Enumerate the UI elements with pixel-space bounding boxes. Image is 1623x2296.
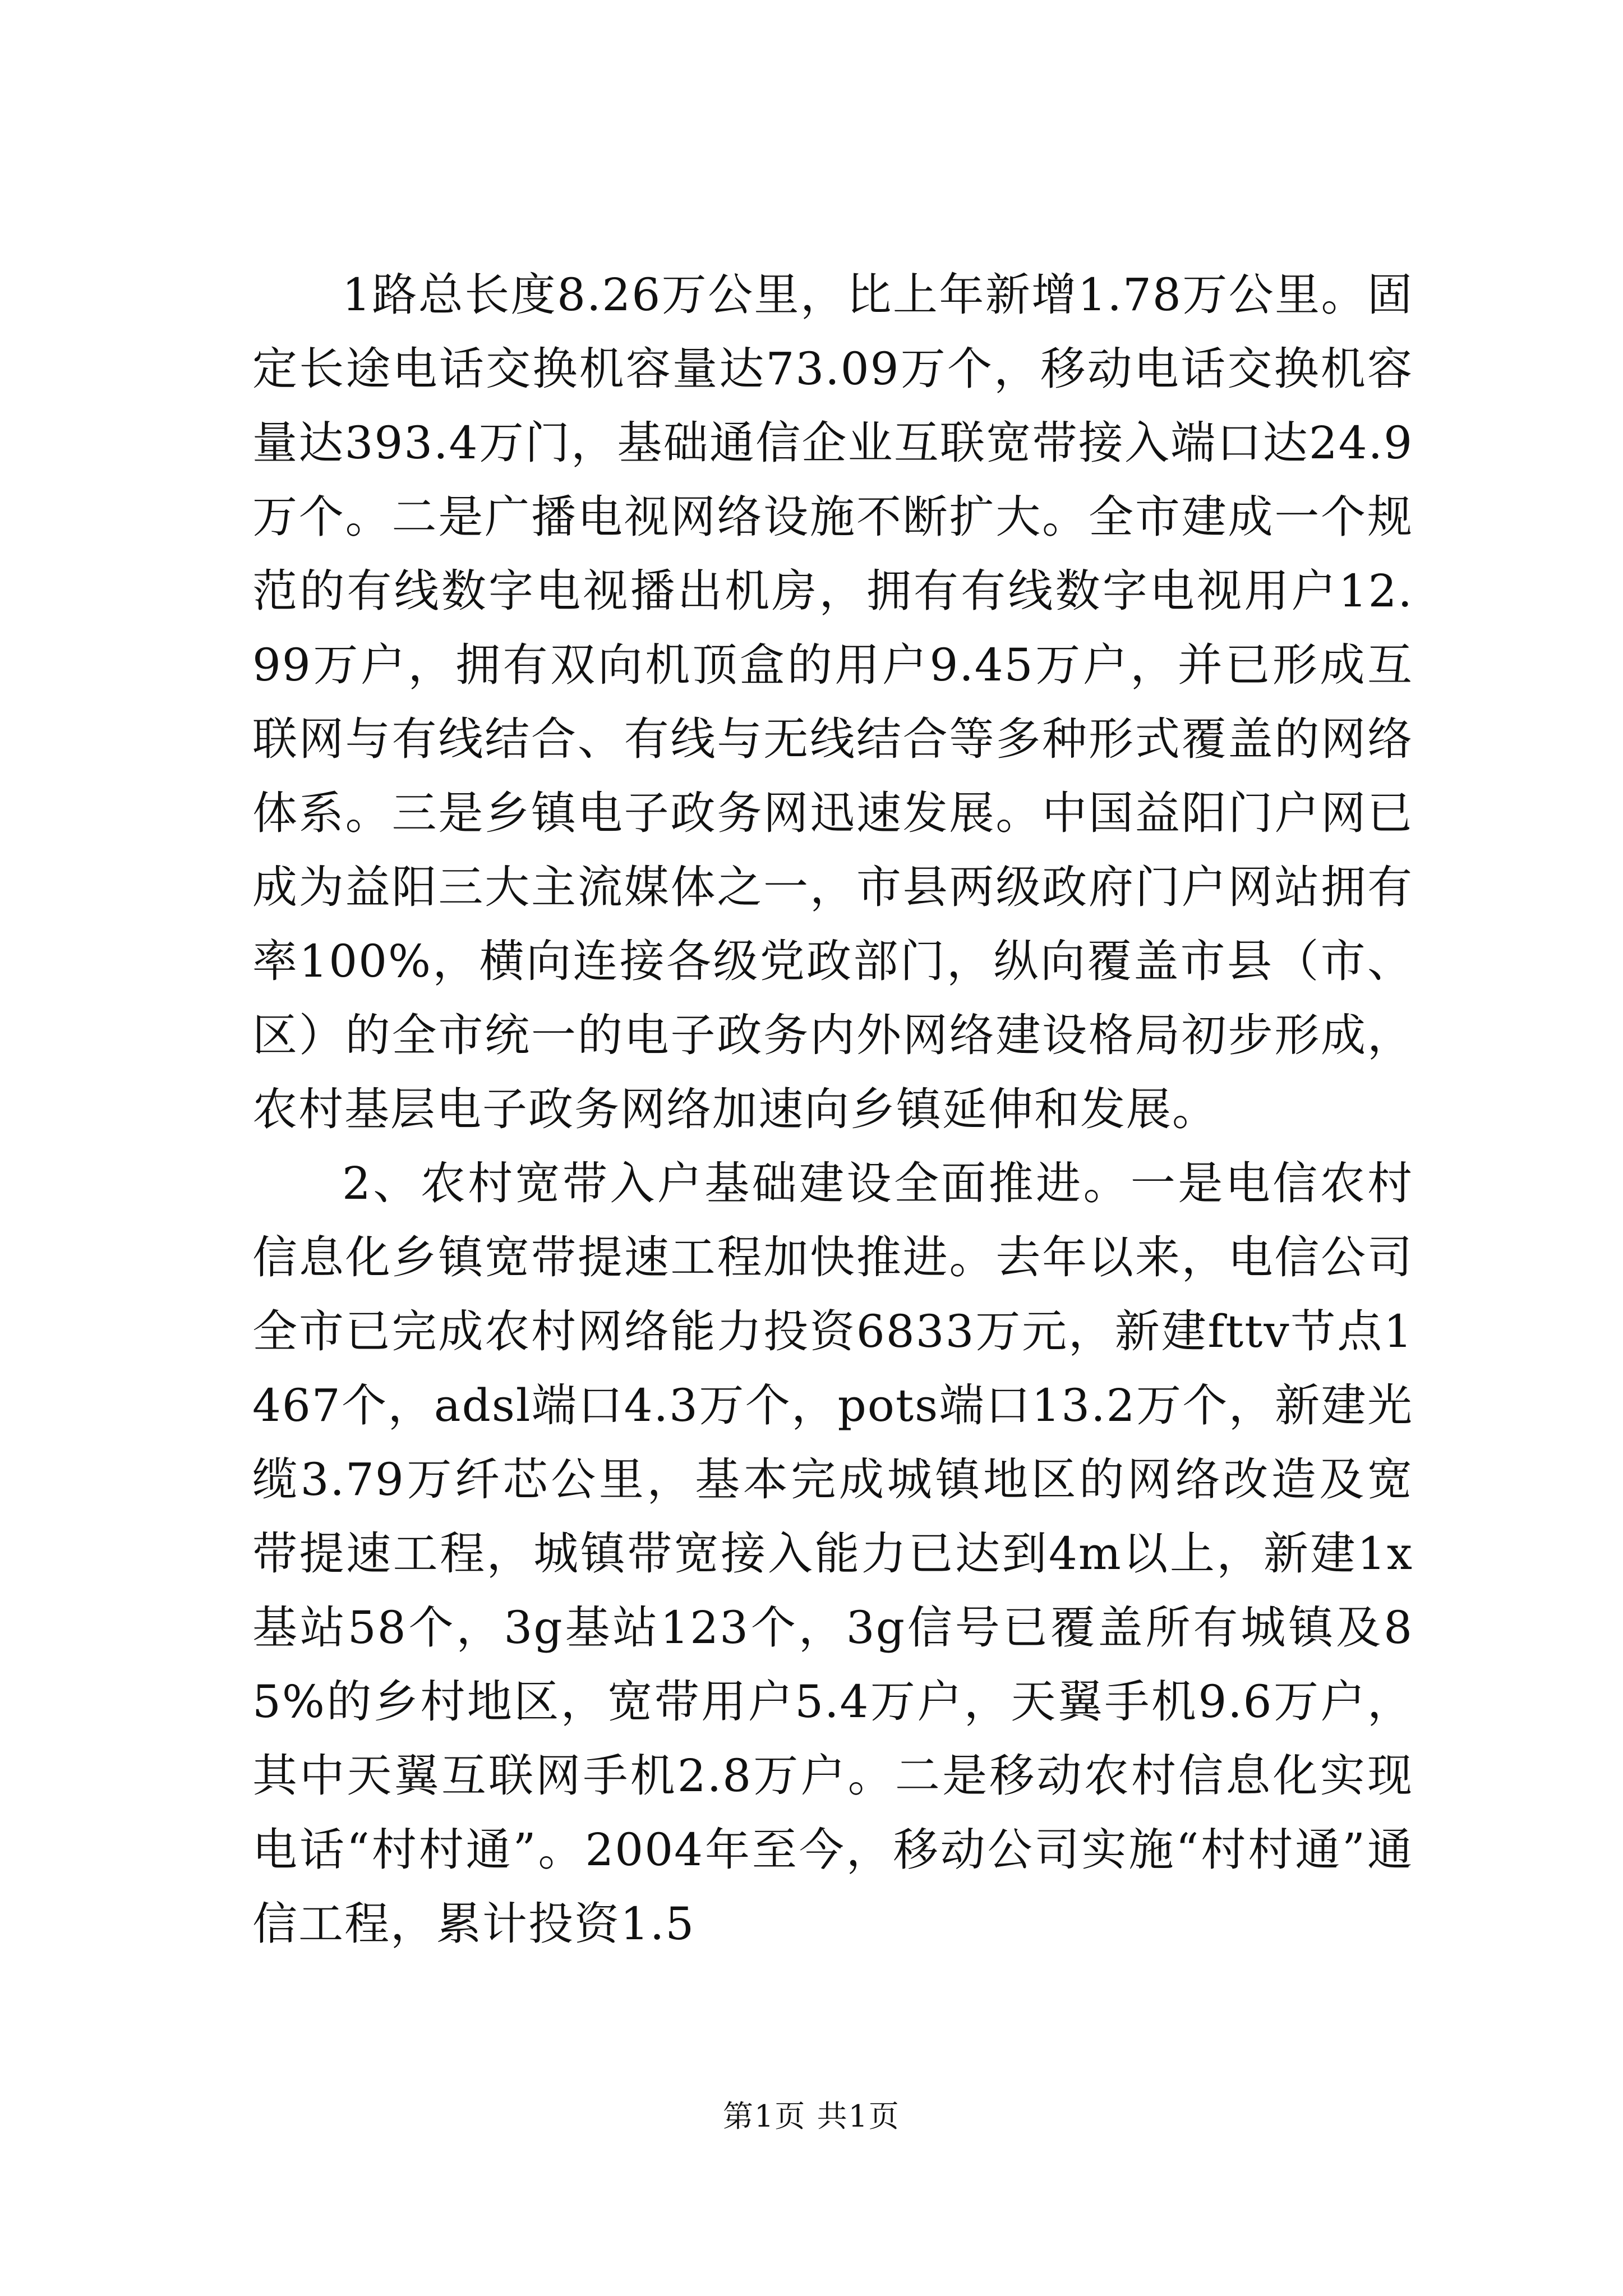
paragraph-2: 2、农村宽带入户基础建设全面推进。一是电信农村信息化乡镇宽带提速工程加快推进。去年以来，电信公司全市已完成农村网络能力投资6833万元，新建fttv节点1467个，adsl端口4.3万个，pots端口13.2万个，新建光缆3.79万纤芯公里，基本完成城镇地区的网络改造及宽带提速工程，城镇带宽接入能力已达到4m以上，新建1x基站58个，3g基站123个，3g信号已覆盖所有城镇及85%的乡村地区，宽带用户5.4万户，天翼手机9.6万户，其中天翼互联网手机2.8万户。二是移动农村信息化实现电话“村村通”。2004年至今，移动公司实施“村村通”通信工程，累计投资1.5: [252, 1157, 1413, 1950]
document-body: [252, 258, 1413, 1961]
paragraph-1: 1路总长度8.26万公里，比上年新增1.78万公里。固定长途电话交换机容量达73.09万个，移动电话交换机容量达393.4万门，基础通信企业互联宽带接入端口达24.9万个。二是广播电视网络设施不断扩大。全市建成一个规范的有线数字电视播出机房，拥有有线数字电视用户12.99万户，拥有双向机顶盒的用户9.45万户，并已形成互联网与有线结合、有线与无线结合等多种形式覆盖的网络体系。三是乡镇电子政务网迅速发展。中国益阳门户网已成为益阳三大主流媒体之一，市县两级政府门户网站拥有率100%，横向连接各级党政部门，纵向覆盖市县（市、区）的全市统一的电子政务内外网络建设格局初步形成，农村基层电子政务网络加速向乡镇延伸和发展。: [252, 269, 1413, 1135]
page-footer: 第1页 共1页: [723, 2099, 900, 2134]
